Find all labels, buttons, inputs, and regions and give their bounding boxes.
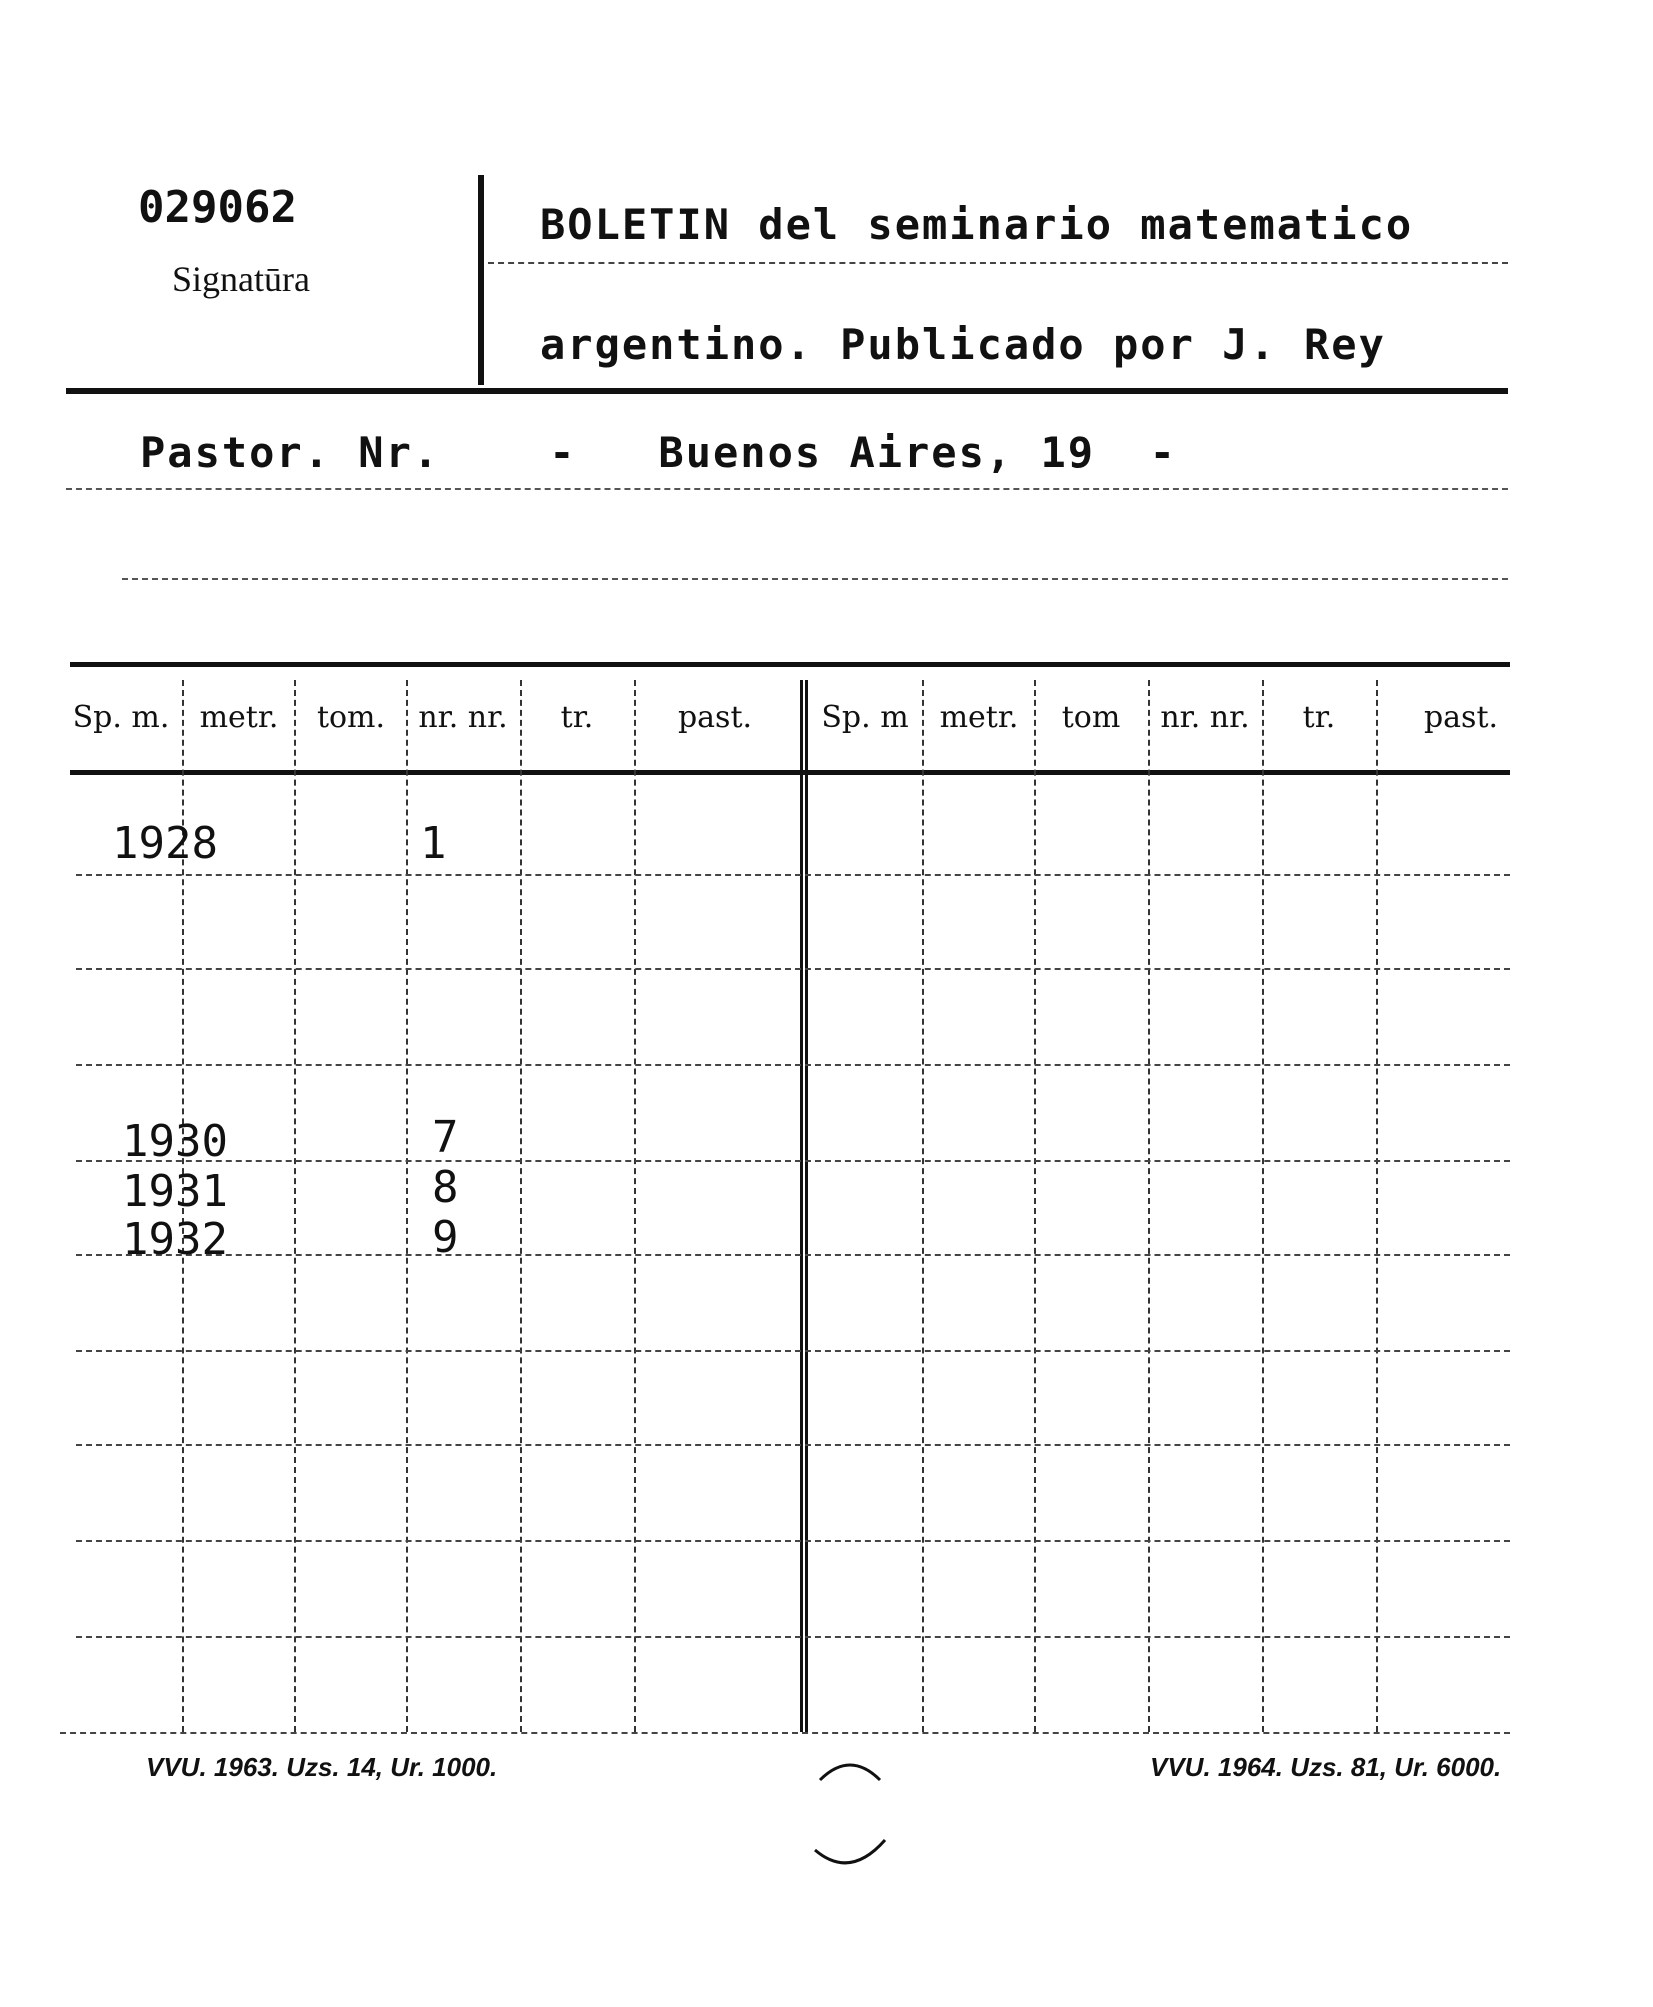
row-line [76,1254,1510,1256]
row-line [76,1160,1510,1162]
header-tr-left: tr. [560,700,594,735]
row-line [76,968,1510,970]
table-bottom-rule [60,1732,1510,1734]
entry-number: 1 [420,818,447,869]
header-metr-right: metr. [939,700,1019,735]
header-tr-right: tr. [1302,700,1336,735]
table-top-rule [70,662,1510,667]
col-divider [1262,680,1264,1732]
header-nr-right: nr. nr. [1160,700,1250,735]
col-divider [1034,680,1036,1732]
row-line [76,1636,1510,1638]
row-line [76,1540,1510,1542]
col-divider [406,680,408,1732]
header-divider [478,175,484,385]
punch-hole-mark [810,1740,890,1890]
col-divider [634,680,636,1732]
blank-line [122,578,1508,580]
header-past-right: past. [1423,700,1499,735]
col-divider [1148,680,1150,1732]
row-line [76,1444,1510,1446]
entry-year: 1930 [122,1116,228,1167]
col-divider [1376,680,1378,1732]
col-divider [294,680,296,1732]
entry-number: 9 [432,1212,459,1263]
entry-year: 1931 [122,1166,228,1217]
entry-year: 1928 [112,818,218,869]
col-divider [922,680,924,1732]
signature-label: Signatūra [172,259,310,299]
header-nr-left: nr. nr. [418,700,508,735]
entry-year: 1932 [122,1214,228,1265]
col-divider [520,680,522,1732]
title-line-3: Pastor. Nr. - Buenos Aires, 19 - [140,428,1177,477]
signature-number: 029062 [138,182,297,233]
row-line [76,1064,1510,1066]
footer-note-right: VVU. 1964. Uzs. 81, Ur. 6000. [1150,1752,1502,1782]
header-rule [66,388,1508,394]
entry-number: 8 [432,1162,459,1213]
title-underline-3 [66,488,1508,490]
header-tom-left: tom. [316,700,386,735]
entry-number: 7 [432,1112,459,1163]
row-line [76,874,1510,876]
row-line [76,1350,1510,1352]
header-past-left: past. [677,700,753,735]
title-line-1: BOLETIN del seminario matematico [540,200,1414,249]
header-sp-m-left: Sp. m. [72,700,170,735]
header-metr-left: metr. [199,700,279,735]
footer-note-left: VVU. 1963. Uzs. 14, Ur. 1000. [146,1752,498,1782]
title-line-2: argentino. Publicado por J. Rey [540,320,1386,369]
header-tom-right: tom [1061,700,1121,735]
title-underline-1 [488,262,1508,264]
center-double-divider [800,680,808,1732]
header-sp-m-right: Sp. m [821,700,909,735]
header-bottom-rule [70,770,1510,775]
